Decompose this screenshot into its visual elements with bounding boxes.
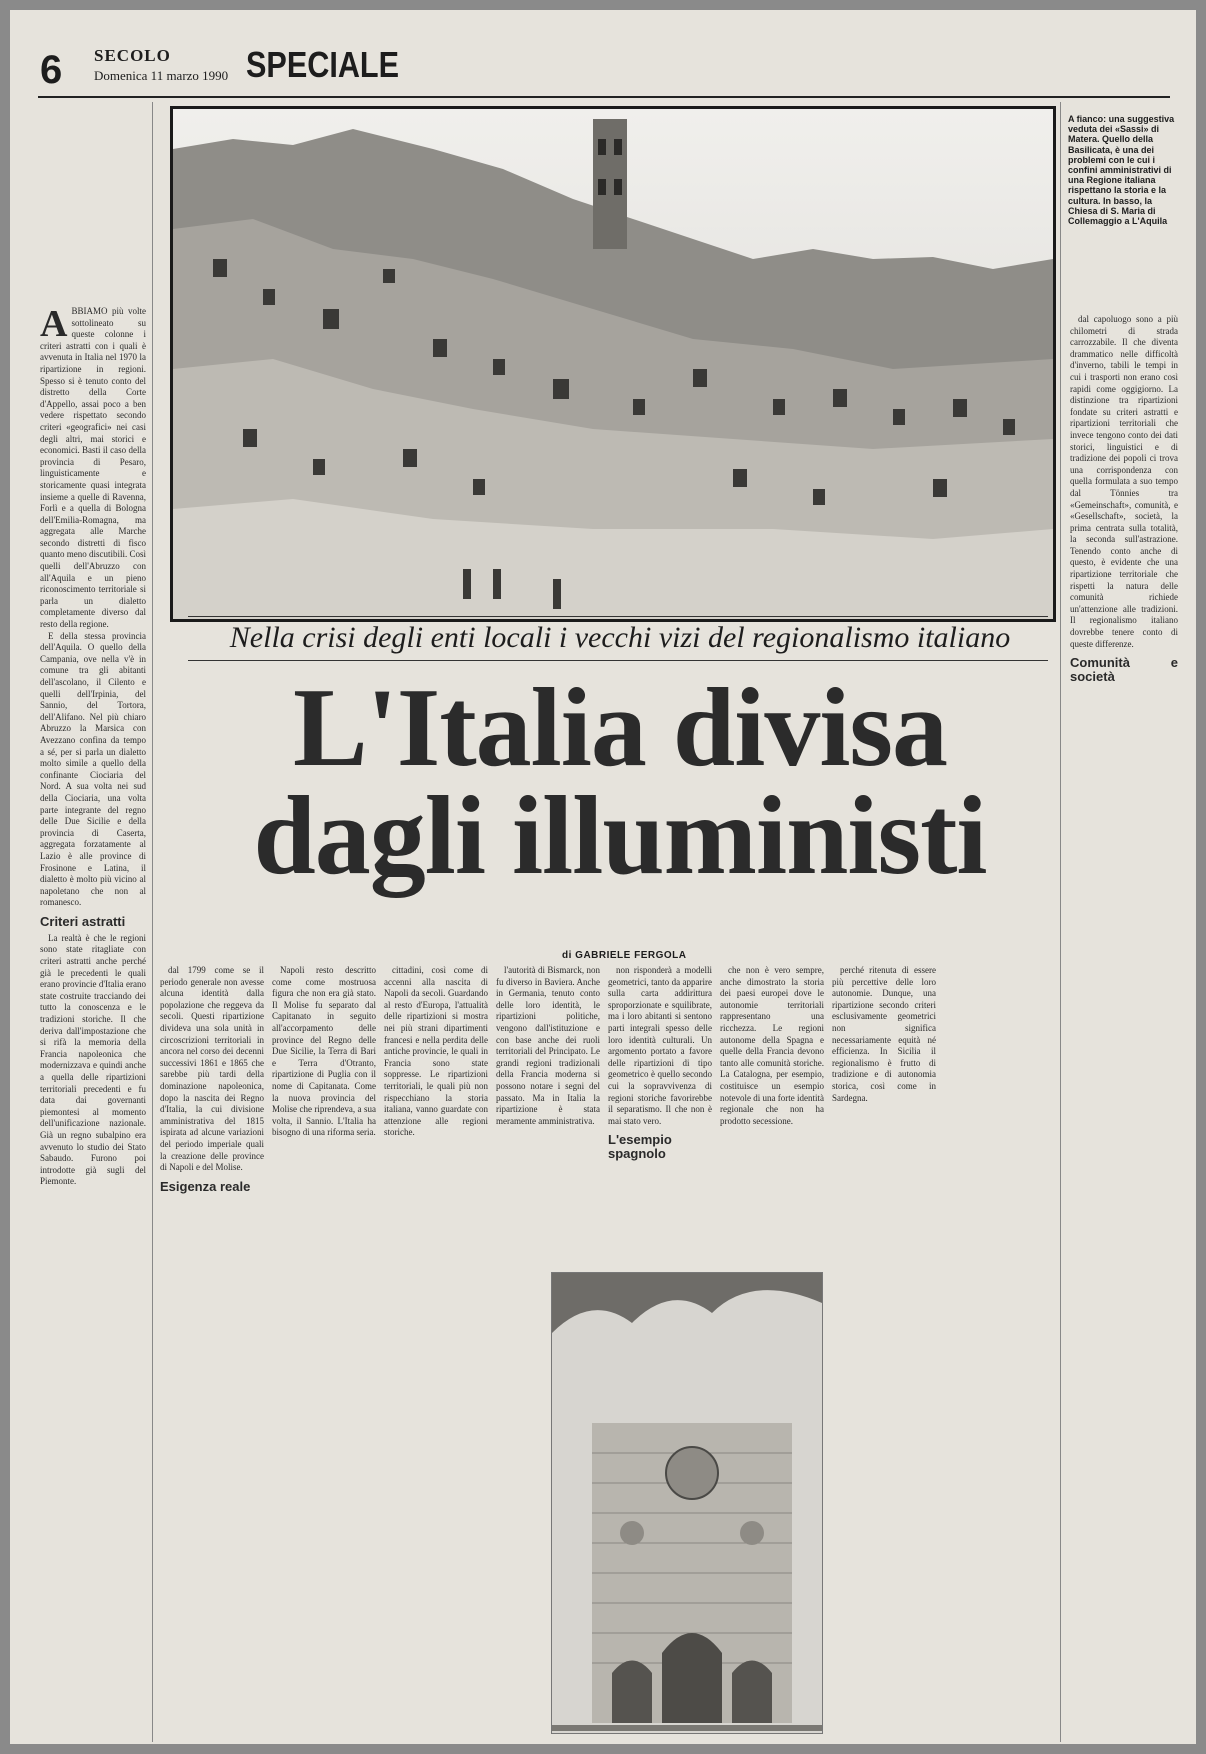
column-text: La realtà è che le regioni sono state ritagliate con criteri astratti anche perché già le precedenti le quali erano provincie d'Italia erano state costruite tracciando dei tutto la conoscenza e le tradizioni storiche. Il che deriva dall'impostazione che si rifà la memoria della Francia napoleonica che modernizzava e quindi anche a quella delle ripartizioni territoriali precedenti e fu data dai governanti piemontesi al momento dell'unificazione nazionale. Già un regno subalpino era avvenuto lo studio dei Stato Sabaudo. Furono poi introdotte già sugli del Piemonte. [40, 932, 146, 1187]
subhead-criteri: Criteri astratti [40, 913, 126, 929]
column-text: l'autorità di Bismarck, non fu diverso in Baviera. Anche in Germania, tenuto conto delle loro identità, le ripartizioni politiche, vengono dall'istituzione e con base anche dei ruoli territoriali del Principato. Le grandi regioni tradizionali della Francia moderna si possono notare i segni del passato. Ma in Italia la ripartizione è stata meramente amministrativa. [496, 965, 600, 1126]
body-column-6 [720, 965, 824, 1265]
body-column-3 [384, 965, 488, 1725]
right-column [1070, 314, 1178, 1734]
byline: di GABRIELE FERGOLA [562, 950, 687, 961]
kicker-rule-top [188, 616, 1048, 617]
kicker-rule-bottom [188, 660, 1048, 661]
newspaper-page [10, 10, 1196, 1744]
page-number: 6 [40, 48, 63, 92]
matera-photo [170, 106, 1056, 622]
column-divider-right [1060, 102, 1061, 1742]
column-text: perché ritenuta di essere più percettive delle loro autonomie. Dunque, una ripartizione secondo criteri esclusivamente geometrici non significa necessariamente equità né efficienza. In Sicilia il regionalismo è frutto di tradizione e di autonomia storica, così come in Sardegna. [832, 965, 936, 1103]
issue-date: Domenica 11 marzo 1990 [94, 68, 229, 83]
subhead-esigenza: Esigenza reale [160, 1178, 251, 1194]
column-text: non risponderà a modelli geometrici, tanto da apparire sulla carta addirittura sproporzionate e squilibrate, ma i loro abitanti si sentono parti integrali spesso delle loro identità culturali. Un argomento portato a favore delle ripartizioni di tipo geometrico è quello secondo cui la sopravvivenza di regioni storiche favorirebbe il separatismo. Il che non è mai stato vero. [608, 965, 712, 1126]
headline-line-1: L'Italia divisa [292, 666, 948, 790]
body-column-1 [160, 965, 264, 1725]
column-text: E della stessa provincia dell'Aquila. O quello della Campania, ove nella v'è in comune tra gli abitanti dell'ascolano, il Cilento e quelli dell'Irpinia, del Sannio, del Tortora, dell'Alifano. Nel più chiaro Abruzzo la Marsica con Avezzano confina da tempo a sé, per si parla un dialetto molto simile a quello della confinante Ciociaria del Nord. A sua volta nei sud della Ciociaria, una volta parte integrante del regno delle Due Sicilie e della provincia di Caserta, aggregata forzatamente al Lazio è alle province di Frosinone e Latina, il dialetto è molto più vicino al napoletano che non al romanesco. [40, 630, 146, 908]
column-text: dal capoluogo sono a più chilometri di strada carrozzabile. Il che diventa drammatico nelle difficoltà d'inverno, tabili le tempi in cui i trasporti non erano così rapidi come oggigiorno. La distinzione tra ripartizioni fondate su criteri astratti e ripartizioni territoriali che invece tengono conto dei dati storici, linguistici e di tradizione dei popoli ci trova una corrispondenza con quella formulata a suo tempo dal Tönnies tra «Gemeinschaft», comunità, e «Gesellschaft», società, la prima centrata sulla totalità, la seconda sull'astrazione. Tenendo conto anche di questo, è evidente che una ripartizione territoriale che rispetti la natura delle comunità richiede un'attenzione alle tradizioni. Il regionalismo italiano dovrebbe tenere conto di queste differenze. [1070, 314, 1178, 649]
body-column-7 [832, 965, 936, 1725]
collemaggio-church-photo [551, 1272, 823, 1734]
headline-line-2: dagli illuministi [253, 774, 987, 898]
headline [190, 666, 1050, 898]
column-text: che non è vero sempre, anche dimostrato la storia dei paesi europei dove le autonomie territoriali rappresentano una ricchezza. Le regioni autonome della Spagna e quelle della Francia devono tanto alle comunità storiche. La Catalogna, per esempio, costituisce un esempio notevole di una forte identità regionale che non ha prodotto secessione. [720, 965, 824, 1126]
drop-cap: A [40, 306, 68, 345]
left-column [40, 306, 146, 1744]
photo-caption: A fianco: una suggestiva veduta dei «Sassi» di Matera. Quello della Basilicata, è una dei problemi con le cui i confini amministrativi di una Regione italiana rispettano la storia e la cultura. In basso, la Chiesa di S. Maria di Collemaggio a L'Aquila [1068, 114, 1175, 227]
column-text: dal 1799 come se il periodo generale non avesse alcuna identità dalla popolazione che reggeva da secoli. Questi ripartizione divideva una sola unità in circoscrizioni territoriali in ancora nel corso dei decenni successivi 1861 e 1865 che sarebbe più tardi della dominazione napoleonica, dopo la nascita dei Regno d'Italia, la cui divisione amministrativa del 1815 ispirata ad alcune variazioni del periodo imperiale quali la creazione delle province di Napoli e del Molise. [160, 965, 264, 1173]
header-rule [38, 96, 1170, 98]
body-column-5 [608, 965, 712, 1265]
column-text: cittadini, così come di accenni alla nascita di Napoli da secoli. Guardando al resto d'Europa, l'attualità delle ripartizioni si mostra nei più strani dipartimenti francesi e nella perdita delle antiche provincie, le quali in Francia sono state soppresse. Le ripartizioni territoriali, le quali più non rispecchiano la storia italiana, vanno guardate con attenzione alle regioni storiche. [384, 965, 488, 1138]
lead-paragraph: BBIAMO più volte sottolineato su queste colonne i criteri astratti con i quali è avvenuta in Italia nel 1970 la ripartizione in regioni. Spesso si è tenuto conto del distretto della Corte d'Appello, assai poco a ben vedere rispettato secondo criteri «geografici» nei casi degli altri, mai storici e economici. Basti il caso della provincia di Pesaro, linguisticamente e storicamente quasi integrata insieme a quelle di Ravenna, Forlì e a quella di Bologna dell'Emilia-Romagna, ma aggregata alle Marche secondo distretti di fisco quanto meno discutibili. Così quelli dell'Abruzzo con all'Aquila e un pieno riconoscimento territoriale si parla un dialetto completamente diverso dal resto della regione. [40, 306, 146, 630]
body-column-2 [272, 965, 376, 1725]
subhead-spagnolo: L'esempio spagnolo [608, 1132, 672, 1162]
subhead-comunita: Comunità e società [1070, 655, 1178, 685]
newspaper-name: SECOLO [94, 46, 171, 65]
kicker: Nella crisi degli enti locali i vecchi vizi del regionalismo italiano [229, 621, 1011, 654]
column-divider [152, 102, 153, 1742]
body-column-4 [496, 965, 600, 1265]
column-text: Napoli resto descritto come come mostruosa figura che non era già stato. Il Molise fu separato dal Capitanato in seguito all'accorpamento delle province del Regno delle Due Sicilie, la Terra di Bari e Terra d'Otranto, ripartizione di Puglia con il nome di Capitanata. Come la nuova provincia del Molise che riprendeva, a sua volta, il Sannio. L'Italia ha bisogno di una riforma seria. [272, 965, 376, 1138]
section-title: SPECIALE [246, 44, 400, 85]
